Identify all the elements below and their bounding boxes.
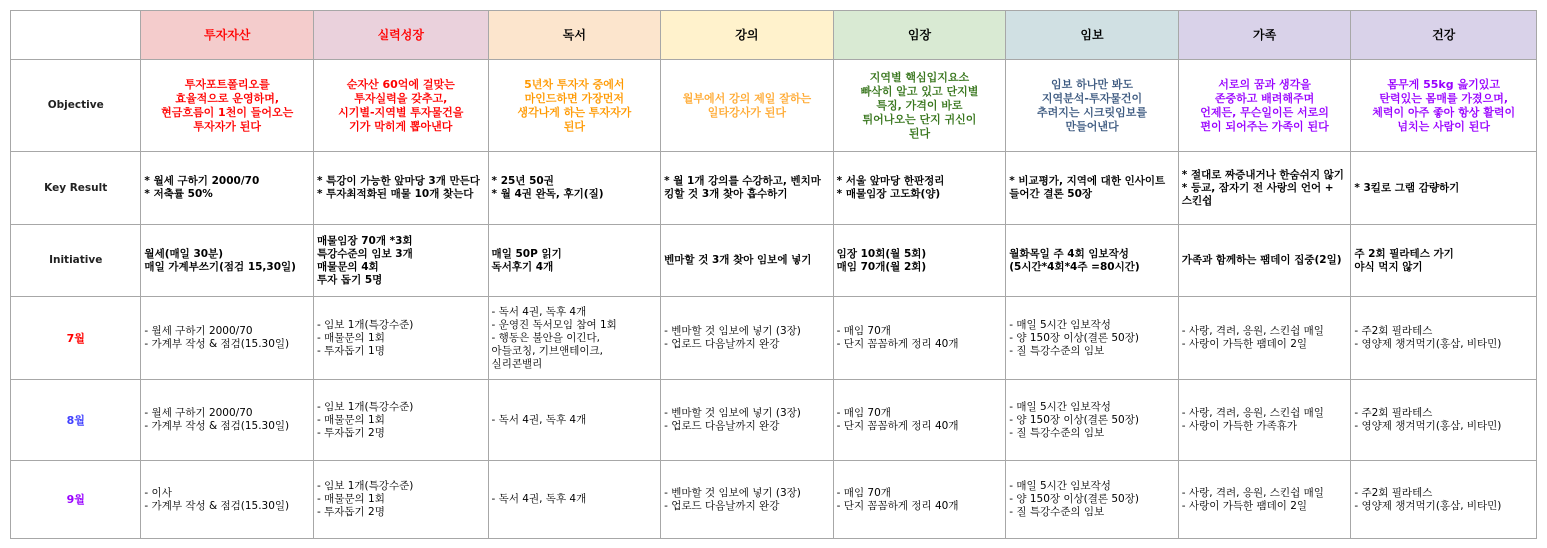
cell-line: 월세(매일 30분) (144, 247, 224, 260)
row-header-label: Initiative (49, 254, 103, 266)
cell-line: - 임보 1개(특강수준) (316, 400, 414, 413)
cell-line: - 가계부 작성 & 점검(15.30일) (144, 499, 290, 512)
cell-line: 임장 10회(월 5회) (836, 247, 927, 260)
row-header-august[interactable] (11, 380, 141, 461)
cell-line: 언제든, 무슨일이든 서로의 (1200, 105, 1329, 119)
cell-line: - 임보 1개(특강수준) (316, 480, 414, 492)
cell-line: 벤마할 것 3개 찾아 임보에 넣기 (664, 254, 812, 266)
corner-cell[interactable] (11, 11, 141, 60)
cell-line: - 월세 구하기 2000/70 (144, 407, 253, 419)
month-cell[interactable] (1351, 461, 1537, 539)
cell-line: * 월세 구하기 2000/70 (144, 175, 260, 187)
column-header[interactable] (488, 11, 661, 60)
month-cell[interactable] (488, 380, 661, 461)
cell-line: 매일 50P 읽기 (491, 247, 562, 260)
row-header-september[interactable] (11, 461, 141, 539)
cell-line: 투자 돕기 5명 (316, 273, 383, 286)
month-row-7 (11, 297, 1537, 380)
cell-line: - 단지 꼼꼼하게 정리 40개 (836, 499, 959, 512)
cell-line: 체력이 아주 좋아 항상 활력이 (1372, 105, 1516, 119)
cell-line: 매물문의 4회 (316, 260, 379, 273)
month-cell[interactable] (1351, 380, 1537, 461)
month-cell[interactable] (1006, 380, 1179, 461)
objective-cell[interactable] (833, 60, 1006, 152)
month-cell[interactable] (313, 297, 488, 380)
cell-line: 현금흐름이 1천이 들어오는 (161, 105, 294, 119)
cell-line: - 주2회 필라테스 (1354, 407, 1433, 419)
cell-line: 월화목일 주 4회 임보작성 (1009, 247, 1129, 260)
objective-cell[interactable] (1006, 60, 1179, 152)
cell-line: 시기별-지역별 투자물건을 (338, 105, 464, 119)
cell-line: - 질 특강수준의 임보 (1009, 506, 1105, 518)
month-row-8 (11, 380, 1537, 461)
cell-line: * 특강이 가능한 앞마당 3개 만든다 (316, 175, 480, 187)
row-header-label: Key Result (44, 181, 108, 194)
cell-line: 탄력있는 몸매를 가졌으며, (1379, 91, 1509, 105)
cell-line: - 벤마할 것 임보에 넣기 (3장) (664, 407, 801, 419)
cell-line: - 매임 70개 (836, 325, 891, 337)
month-cell[interactable] (1178, 297, 1351, 380)
cell-line: - 투자돕기 1명 (316, 344, 385, 357)
cell-line: - 독서 4권, 독후 4개 (491, 413, 587, 426)
cell-line: - 매물문의 1회 (316, 413, 385, 426)
cell-line: - 영양제 챙겨먹기(홍삼, 비타민) (1354, 499, 1502, 512)
month-cell[interactable] (1178, 380, 1351, 461)
cell-line: 일타강사가 된다 (707, 105, 786, 119)
cell-line: 주 2회 필라테스 가기 (1354, 247, 1454, 260)
month-label: 9월 (66, 493, 85, 506)
cell-line: - 운영진 독서모임 참여 1회 (491, 318, 617, 331)
cell-line: - 월세 구하기 2000/70 (144, 325, 253, 337)
key-result-cell[interactable] (1351, 152, 1537, 225)
key-result-cell[interactable] (313, 152, 488, 225)
cell-line: * 등교, 잠자기 전 사랑의 언어 + 스킨쉽 (1181, 181, 1334, 207)
month-cell[interactable] (488, 297, 661, 380)
cell-line: 투자자가 된다 (193, 119, 261, 133)
key-result-cell[interactable] (661, 152, 834, 225)
cell-line: - 사랑, 격려, 응원, 스킨쉽 매일 (1181, 486, 1324, 499)
key-result-cell[interactable] (833, 152, 1006, 225)
cell-line: - 업로드 다음날까지 완강 (664, 499, 780, 512)
cell-line: - 주2회 필라테스 (1354, 486, 1433, 499)
initiative-row (11, 225, 1537, 297)
initiative-cell[interactable] (1351, 225, 1537, 297)
initiative-cell[interactable] (833, 225, 1006, 297)
cell-line: - 독서 4권, 독후 4개 (491, 493, 587, 505)
cell-line: - 가계부 작성 & 점검(15.30일) (144, 338, 290, 350)
initiative-cell[interactable] (488, 225, 661, 297)
cell-line: 아들코칭, 기브앤테이크, (491, 344, 603, 357)
cell-line: - 영양제 챙겨먹기(홍삼, 비타민) (1354, 338, 1502, 350)
initiative-cell[interactable] (313, 225, 488, 297)
cell-line: 매일 가계부쓰기(점검 15,30일) (144, 260, 296, 273)
cell-line: * 저축률 50% (144, 188, 213, 200)
cell-line: - 양 150장 이상(결론 50장) (1009, 331, 1139, 344)
cell-line: - 임보 1개(특강수준) (316, 318, 414, 331)
cell-line: 편이 되어주는 가족이 된다 (1200, 119, 1329, 133)
cell-line: - 매임 70개 (836, 407, 891, 419)
objective-cell[interactable] (141, 60, 314, 152)
key-result-cell[interactable] (1178, 152, 1351, 225)
cell-line: - 벤마할 것 임보에 넣기 (3장) (664, 486, 801, 499)
cell-line: - 단지 꼼꼼하게 정리 40개 (836, 420, 959, 432)
month-cell[interactable] (661, 380, 834, 461)
cell-line: * 월 4권 완독, 후기(질) (491, 188, 604, 200)
cell-line: * 서울 앞마당 한판정리 (836, 175, 945, 187)
cell-line: 가족과 함께하는 팸데이 집중(2일) (1181, 254, 1342, 266)
column-header-label: 임장 (907, 27, 932, 42)
cell-line: 독서후기 4개 (491, 260, 554, 273)
column-header-label: 투자자산 (204, 27, 251, 42)
cell-line: 특징, 가격이 바로 (876, 98, 963, 112)
cell-line: 지역별 핵심입지요소 (869, 70, 970, 84)
cell-line: 매임 70개(월 2회) (836, 260, 927, 273)
objective-cell[interactable] (313, 60, 488, 152)
column-header[interactable] (313, 11, 488, 60)
cell-line: 기가 막히게 뽑아낸다 (349, 119, 453, 133)
cell-line: 존중하고 배려해주며 (1214, 91, 1315, 105)
row-header-label: Objective (47, 99, 104, 111)
column-header[interactable] (1178, 11, 1351, 60)
month-label: 8월 (66, 413, 85, 427)
column-header[interactable] (1351, 11, 1537, 60)
cell-line: - 질 특강수준의 임보 (1009, 344, 1105, 357)
cell-line: * 3킬로 그램 감량하기 (1354, 181, 1460, 194)
column-header-label: 건강 (1432, 27, 1456, 42)
cell-line: 순자산 60억에 걸맞는 (346, 77, 455, 91)
cell-line: 추려지는 시크릿임보를 (1036, 105, 1148, 119)
cell-line: * 월 1개 강의를 수강하고, 벤치마킹할 것 3개 찾아 흡수하기 (664, 175, 821, 200)
cell-line: - 매물문의 1회 (316, 331, 385, 344)
cell-line: - 업로드 다음날까지 완강 (664, 420, 780, 432)
key-result-cell[interactable] (141, 152, 314, 225)
cell-line: (5시간*4회*4주 =80시간) (1009, 260, 1140, 273)
column-header-label: 강의 (735, 27, 759, 42)
cell-line: 5년차 투자자 중에서 (524, 77, 625, 91)
cell-line: 된다 (563, 119, 585, 133)
cell-line: - 질 특강수준의 임보 (1009, 426, 1105, 439)
okr-table (10, 10, 1537, 539)
month-cell[interactable] (833, 461, 1006, 539)
month-cell[interactable] (1006, 461, 1179, 539)
cell-line: - 단지 꼼꼼하게 정리 40개 (836, 338, 959, 350)
cell-line: - 매임 70개 (836, 486, 891, 499)
cell-line: 월부에서 강의 제일 잘하는 (682, 91, 812, 105)
cell-line: 임보 하나만 봐도 (1050, 77, 1134, 91)
row-header-initiative[interactable] (11, 225, 141, 297)
column-header[interactable] (833, 11, 1006, 60)
month-cell[interactable] (833, 380, 1006, 461)
cell-line: * 절대로 짜증내거나 한숨쉬지 않기 (1181, 168, 1344, 181)
initiative-cell[interactable] (661, 225, 834, 297)
cell-line: - 양 150장 이상(결론 50장) (1009, 493, 1139, 505)
cell-line: - 영양제 챙겨먹기(홍삼, 비타민) (1354, 420, 1502, 432)
cell-line: 매물임장 70개 *3회 (316, 234, 413, 247)
cell-line: 서로의 꿈과 생각을 (1218, 77, 1311, 91)
cell-line: 만들어낸다 (1065, 119, 1119, 133)
month-cell[interactable] (141, 461, 314, 539)
cell-line: - 주2회 필라테스 (1354, 325, 1433, 337)
cell-line: 실리콘밸리 (491, 357, 543, 370)
cell-line: - 독서 4권, 독후 4개 (491, 305, 587, 318)
month-label: 7월 (66, 331, 85, 345)
row-header-objective[interactable] (11, 60, 141, 152)
initiative-cell[interactable] (1178, 225, 1351, 297)
cell-line: 빠삭히 알고 있고 단지별 (860, 84, 979, 98)
cell-line: 넘치는 사람이 된다 (1397, 119, 1491, 133)
objective-cell[interactable] (661, 60, 834, 152)
cell-line: 투자포트폴리오를 (184, 77, 270, 91)
month-cell[interactable] (313, 461, 488, 539)
cell-line: * 투자최적화된 매물 10개 찾는다 (316, 188, 474, 200)
key-result-cell[interactable] (1006, 152, 1179, 225)
month-cell[interactable] (833, 297, 1006, 380)
column-header[interactable] (1006, 11, 1179, 60)
cell-line: 야식 먹지 않기 (1354, 260, 1423, 273)
month-cell[interactable] (1006, 297, 1179, 380)
cell-line: - 사랑이 가득한 가족휴가 (1181, 420, 1298, 432)
column-header-label: 가족 (1252, 27, 1277, 42)
column-header-label: 임보 (1080, 27, 1104, 42)
month-cell[interactable] (661, 461, 834, 539)
month-cell[interactable] (141, 380, 314, 461)
month-cell[interactable] (141, 297, 314, 380)
cell-line: - 매일 5시간 임보작성 (1009, 480, 1111, 492)
cell-line: 특강수준의 임보 3개 (316, 247, 413, 260)
cell-line: - 투자돕기 2명 (316, 506, 385, 518)
objective-row (11, 60, 1537, 152)
cell-line: 된다 (908, 126, 931, 140)
month-cell[interactable] (488, 461, 661, 539)
key-result-cell[interactable] (488, 152, 661, 225)
cell-line: - 이사 (144, 486, 172, 499)
cell-line: - 투자돕기 2명 (316, 426, 385, 439)
cell-line: * 비교평가, 지역에 대한 인사이트 들어간 결론 50장 (1009, 175, 1166, 200)
month-cell[interactable] (313, 380, 488, 461)
column-header[interactable] (141, 11, 314, 60)
cell-line: 투자실력을 갖추고, (354, 91, 448, 105)
cell-line: - 행동은 불안을 이긴다, (491, 331, 600, 344)
objective-cell[interactable] (488, 60, 661, 152)
cell-line: * 매물임장 고도화(양) (836, 188, 941, 200)
column-header-label: 실력성장 (377, 27, 424, 42)
cell-line: 몸무게 55kg 읊기있고 (1387, 77, 1500, 91)
objective-cell[interactable] (1351, 60, 1537, 152)
cell-line: * 25년 50권 (491, 175, 554, 187)
month-cell[interactable] (1178, 461, 1351, 539)
cell-line: - 사랑이 가득한 팸데이 2일 (1181, 338, 1308, 350)
objective-cell[interactable] (1178, 60, 1351, 152)
cell-line: - 매일 5시간 임보작성 (1009, 400, 1111, 413)
cell-line: - 벤마할 것 임보에 넣기 (3장) (664, 325, 801, 337)
month-cell[interactable] (661, 297, 834, 380)
initiative-cell[interactable] (141, 225, 314, 297)
cell-line: 효율적으로 운영하며, (175, 91, 280, 105)
cell-line: - 매물문의 1회 (316, 493, 385, 505)
key-result-row (11, 152, 1537, 225)
cell-line: - 사랑, 격려, 응원, 스킨쉽 매일 (1181, 407, 1324, 419)
row-header-july[interactable] (11, 297, 141, 380)
initiative-cell[interactable] (1006, 225, 1179, 297)
cell-line: - 업로드 다음날까지 완강 (664, 338, 780, 350)
cell-line: - 양 150장 이상(결론 50장) (1009, 413, 1139, 426)
header-row (11, 11, 1537, 60)
cell-line: - 매일 5시간 임보작성 (1009, 318, 1111, 331)
column-header[interactable] (661, 11, 834, 60)
cell-line: 튀어나오는 단지 귀신이 (862, 112, 977, 126)
cell-line: - 사랑, 격려, 응원, 스킨쉽 매일 (1181, 325, 1324, 337)
cell-line: 생각나게 하는 투자자가 (517, 105, 632, 119)
month-cell[interactable] (1351, 297, 1537, 380)
row-header-key-result[interactable] (11, 152, 141, 225)
cell-line: 마인드하면 가장먼저 (524, 91, 625, 105)
column-header-label: 독서 (562, 27, 586, 42)
cell-line: - 사랑이 가득한 팸데이 2일 (1181, 499, 1308, 512)
month-row-9 (11, 461, 1537, 539)
cell-line: - 가계부 작성 & 점검(15.30일) (144, 420, 290, 432)
cell-line: 지역분석-투자물건이 (1041, 91, 1143, 105)
